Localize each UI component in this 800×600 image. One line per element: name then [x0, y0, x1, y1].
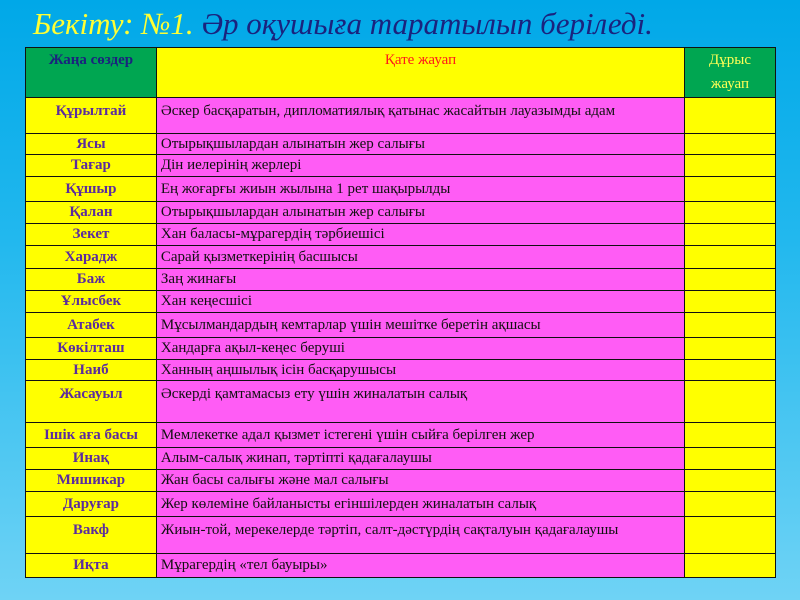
header-correct-answer: Дұрыс жауап	[685, 48, 776, 98]
term-cell: Құшыр	[26, 177, 157, 202]
table-row	[26, 246, 776, 269]
answer-cell[interactable]	[685, 338, 776, 360]
definition-cell: Мемлекетке адал қызмет істегені үшін сыйға берілген жер	[156, 423, 684, 448]
definition-cell: Хан баласы-мұрагердің тәрбиешісі	[156, 224, 684, 246]
term-cell: Ұлысбек	[26, 291, 157, 313]
table-row	[26, 423, 776, 448]
table-row	[26, 381, 776, 423]
table-row	[26, 338, 776, 360]
table-row	[26, 177, 776, 202]
header-new-words: Жаңа сөздер	[26, 48, 157, 98]
term-cell: Мишикар	[26, 470, 157, 492]
table-row	[26, 155, 776, 177]
definition-cell: Хан кеңесшісі	[156, 291, 684, 313]
table-row	[26, 492, 776, 517]
term-cell: Наиб	[26, 360, 157, 381]
table-row	[26, 202, 776, 224]
answer-cell[interactable]	[685, 517, 776, 554]
header-wrong-answer: Қате жауап	[156, 48, 684, 98]
answer-cell[interactable]	[685, 423, 776, 448]
term-cell: Инақ	[26, 448, 157, 470]
answer-cell[interactable]	[685, 224, 776, 246]
definition-cell: Жан басы салығы және мал салығы	[156, 470, 684, 492]
definition-cell: Ханның аңшылық ісін басқарушысы	[156, 360, 684, 381]
answer-cell[interactable]	[685, 246, 776, 269]
slide-title	[33, 6, 653, 42]
answer-cell[interactable]	[685, 470, 776, 492]
table-row	[26, 269, 776, 291]
term-cell: Ішік аға басы	[26, 423, 157, 448]
table-row	[26, 224, 776, 246]
term-cell: Атабек	[26, 313, 157, 338]
term-cell: Иқта	[26, 554, 157, 578]
term-cell: Даруғар	[26, 492, 157, 517]
answer-cell[interactable]	[685, 313, 776, 338]
definition-cell: Дін иелерінің жерлері	[156, 155, 684, 177]
answer-cell[interactable]	[685, 360, 776, 381]
term-cell: Вакф	[26, 517, 157, 554]
title-prefix: Бекіту: №1.	[33, 6, 194, 41]
answer-cell[interactable]	[685, 134, 776, 155]
term-cell: Зекет	[26, 224, 157, 246]
term-cell: Көкілташ	[26, 338, 157, 360]
definition-cell: Әскер басқаратын, дипломатиялық қатынас жасайтын лауазымды адам	[156, 98, 684, 134]
vocabulary-table	[25, 47, 776, 578]
table-row	[26, 554, 776, 578]
table-row	[26, 291, 776, 313]
title-text: Әр оқушыға таратылып беріледі.	[193, 6, 653, 41]
table-header	[26, 48, 776, 98]
answer-cell[interactable]	[685, 177, 776, 202]
answer-cell[interactable]	[685, 492, 776, 517]
table-row	[26, 517, 776, 554]
answer-cell[interactable]	[685, 448, 776, 470]
definition-cell: Хандарға ақыл-кеңес беруші	[156, 338, 684, 360]
definition-cell: Заң жинағы	[156, 269, 684, 291]
table-row	[26, 313, 776, 338]
term-cell: Құрылтай	[26, 98, 157, 134]
definition-cell: Сарай қызметкерінің басшысы	[156, 246, 684, 269]
answer-cell[interactable]	[685, 98, 776, 134]
definition-cell: Жиын-той, мерекелерде тәртіп, салт-дәстүрдің сақталуын қадағалаушы	[156, 517, 684, 554]
answer-cell[interactable]	[685, 155, 776, 177]
table-row	[26, 448, 776, 470]
term-cell: Ясы	[26, 134, 157, 155]
definition-cell: Алым-салық жинап, тәртіпті қадағалаушы	[156, 448, 684, 470]
term-cell: Харадж	[26, 246, 157, 269]
definition-cell: Ең жоғарғы жиын жылына 1 рет шақырылды	[156, 177, 684, 202]
definition-cell: Әскерді қамтамасыз ету үшін жиналатын салық	[156, 381, 684, 423]
term-cell: Баж	[26, 269, 157, 291]
term-cell: Қалан	[26, 202, 157, 224]
term-cell: Жасауыл	[26, 381, 157, 423]
term-cell: Тағар	[26, 155, 157, 177]
answer-cell[interactable]	[685, 269, 776, 291]
table-row	[26, 134, 776, 155]
table-row	[26, 360, 776, 381]
table-row	[26, 470, 776, 492]
definition-cell: Отырықшылардан алынатын жер салығы	[156, 134, 684, 155]
table-row	[26, 98, 776, 134]
answer-cell[interactable]	[685, 291, 776, 313]
definition-cell: Отырықшылардан алынатын жер салығы	[156, 202, 684, 224]
definition-cell: Мұсылмандардың кемтарлар үшін мешітке беретін ақшасы	[156, 313, 684, 338]
answer-cell[interactable]	[685, 554, 776, 578]
answer-cell[interactable]	[685, 381, 776, 423]
definition-cell: Жер көлеміне байланысты егіншілерден жиналатын салық	[156, 492, 684, 517]
definition-cell: Мұрагердің «тел бауыры»	[156, 554, 684, 578]
answer-cell[interactable]	[685, 202, 776, 224]
